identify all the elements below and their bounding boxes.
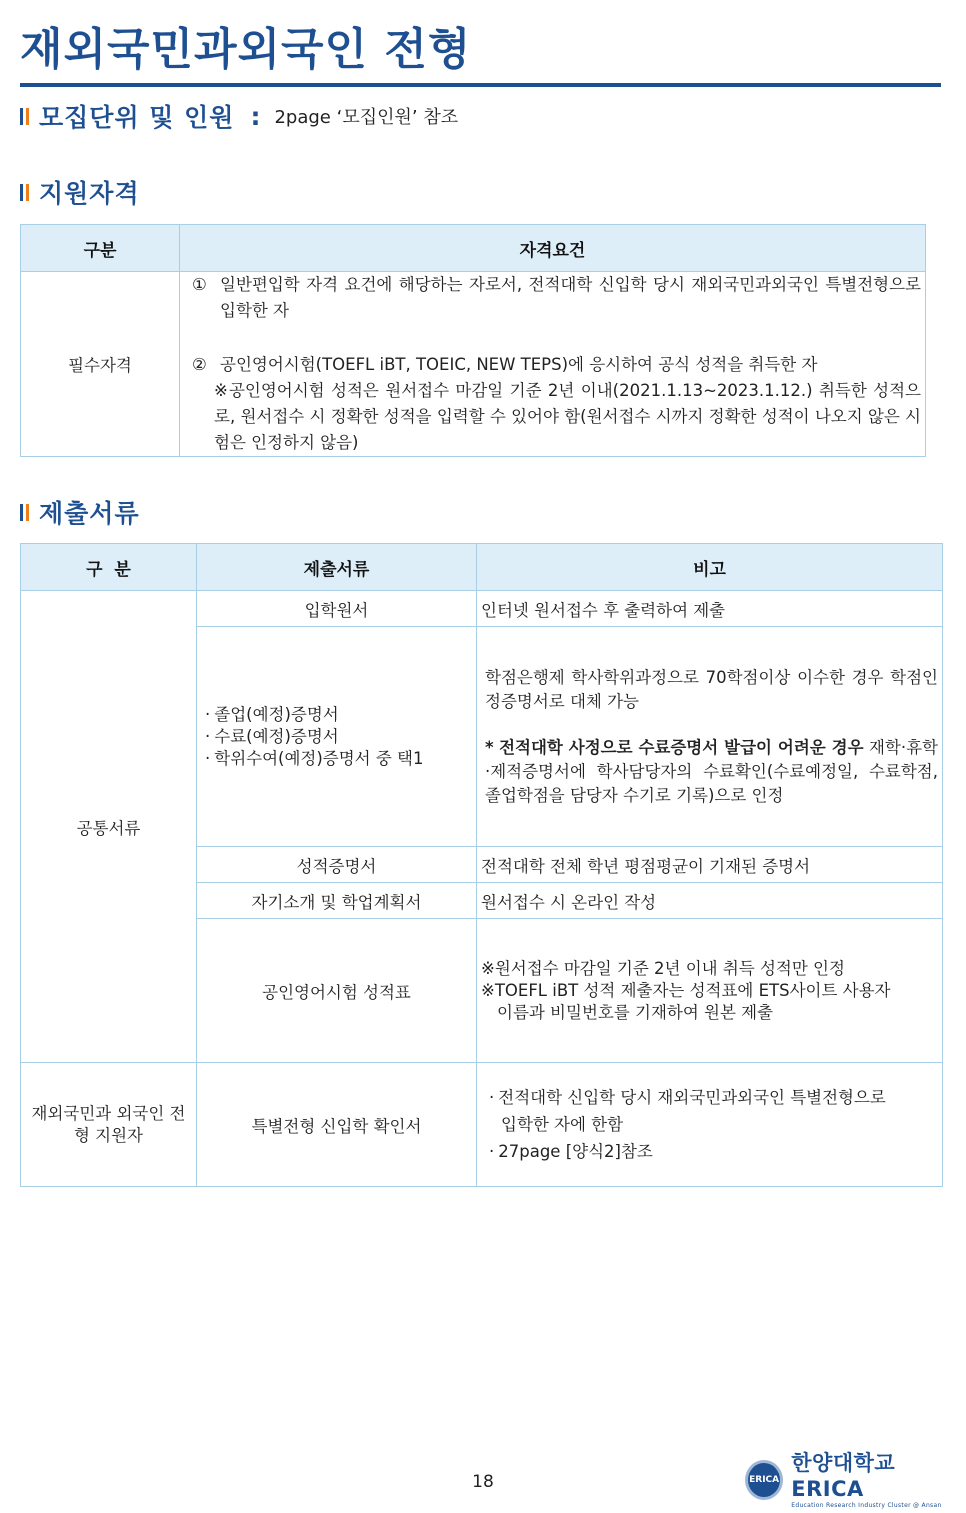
- list-item: · 수료(예정)증명서: [205, 726, 475, 748]
- special-applicant-label: 재외국민과 외국인 전형 지원자: [21, 1063, 197, 1187]
- university-logo: [745, 1450, 966, 1510]
- qualification-requirements-cell: [180, 272, 926, 457]
- qualification-item: [192, 272, 921, 324]
- section-recruit-colon: :: [250, 101, 261, 131]
- qualification-header-category: 구분: [21, 225, 180, 272]
- document-note: 인터넷 원서접수 후 출력하여 제출: [477, 591, 943, 627]
- document-name: 자기소개 및 학업계획서: [197, 883, 477, 919]
- university-seal-icon: ERICA: [745, 1460, 783, 1500]
- qualification-item-text: 일반편입학 자격 요건에 해당하는 자로서, 전적대학 신입학 당시 재외국민과외국인 특별전형으로 입학한 자: [220, 275, 921, 320]
- documents-header-row: [21, 544, 943, 591]
- logo-text: [791, 1450, 966, 1510]
- documents-header-note: 비고: [477, 544, 943, 591]
- document-note: 전적대학 전체 학년 평점평균이 기재된 증명서: [477, 847, 943, 883]
- section-qualification-heading: [20, 174, 140, 210]
- documents-table: [20, 543, 943, 1187]
- section-recruit-heading: [20, 98, 458, 134]
- qualification-item-number: ②: [192, 355, 207, 374]
- section-recruit-label: 모집단위 및 인원: [39, 103, 235, 132]
- special-document-name: 특별전형 신입학 확인서: [197, 1063, 477, 1187]
- certificate-note-bold: 전적대학 사정으로 수료증명서 발급이 어려운 경우: [499, 737, 864, 757]
- page-number: 18: [472, 1472, 494, 1492]
- english-test-note-cell: [477, 919, 943, 1063]
- title-rule: [20, 83, 941, 87]
- section-qualification-label: 지원자격: [39, 179, 140, 208]
- table-row: [21, 1063, 943, 1187]
- list-item: · 학위수여(예정)증명서 중 택1: [205, 748, 475, 770]
- section-documents-heading: [20, 494, 140, 530]
- qualification-item: [192, 352, 921, 378]
- logo-sub-text: Education Research Industry Cluster @ Ansan: [791, 1502, 942, 1509]
- note-star: *: [485, 737, 494, 757]
- certificate-documents-cell: [197, 627, 477, 847]
- english-test-document: 공인영어시험 성적표: [197, 919, 477, 1063]
- table-row: [21, 591, 943, 627]
- logo-main-text: 한양대학교 ERICA: [791, 1451, 896, 1501]
- list-item: · 졸업(예정)증명서: [205, 704, 475, 726]
- documents-header-document: 제출서류: [197, 544, 477, 591]
- english-note-toefl: ※TOEFL iBT 성적 제출자는 성적표에 ETS사이트 사용자: [481, 980, 891, 1000]
- section-recruit-note: 2page ‘모집인원’ 참조: [274, 107, 459, 128]
- certificate-documents-list: [199, 704, 475, 770]
- certificate-note-completion: [485, 736, 938, 808]
- qualification-row: [21, 272, 926, 457]
- qualification-header-requirement: 자격요건: [180, 225, 926, 272]
- english-note-toefl-cont: 이름과 비밀번호를 기재하여 원본 제출: [497, 1002, 774, 1022]
- special-note-cell: [477, 1063, 943, 1187]
- qualification-table: [20, 224, 926, 457]
- section-marker-icon: [20, 108, 29, 125]
- document-name: 성적증명서: [197, 847, 477, 883]
- document-name: 입학원서: [197, 591, 477, 627]
- section-documents-label: 제출서류: [39, 499, 140, 528]
- section-marker-icon: [20, 504, 29, 521]
- certificate-note-credit-bank: 학점은행제 학사학위과정으로 70학점이상 이수한 경우 학점인정증명서로 대체 가능: [485, 667, 938, 711]
- qualification-sub-note: ※공인영어시험 성적은 원서접수 마감일 기준 2년 이내(2021.1.13~2023.1.12.) 취득한 성적으로, 원서접수 시 정확한 성적을 입력할 수 있어야 함(원서접수 시까지 정확한 성적이 나오지 않은 시험은 인정하지 않음): [214, 381, 921, 452]
- list-item: · 전적대학 신입학 당시 재외국민과외국인 특별전형으로 입학한 자에 한함: [485, 1084, 891, 1138]
- qualification-item-text: 공인영어시험(TOEFL iBT, TOEIC, NEW TEPS)에 응시하여 공식 성적을 취득한 자: [220, 355, 818, 374]
- documents-header-category: 구 분: [21, 544, 197, 591]
- certificate-note-rest: 재학·휴학·제적증명서에 학사담당자의 수료확인(수료예정일, 수료학점, 졸업학점을 담당자 수기로 기록)으로 인정: [485, 737, 938, 805]
- certificate-note-cell: [477, 627, 943, 847]
- qualification-row-label: 필수자격: [21, 272, 180, 457]
- english-note-validity: ※원서접수 마감일 기준 2년 이내 취득 성적만 인정: [481, 958, 845, 978]
- document-note: 원서접수 시 온라인 작성: [477, 883, 943, 919]
- special-note-list: [481, 1084, 938, 1165]
- qualification-item-number: ①: [192, 275, 207, 294]
- page-title: 재외국민과외국인 전형: [20, 24, 472, 75]
- section-marker-icon: [20, 184, 29, 201]
- list-item: · 27page [양식2]참조: [485, 1138, 938, 1165]
- common-documents-label: 공통서류: [21, 591, 197, 1063]
- qualification-header-row: [21, 225, 926, 272]
